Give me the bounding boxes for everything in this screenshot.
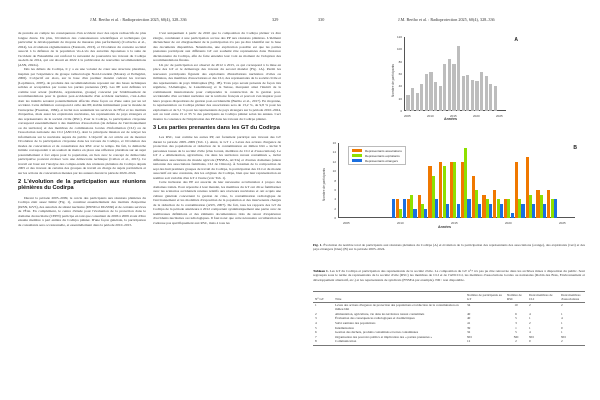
bar-etrangers — [554, 199, 557, 218]
table-cell: 4 — [529, 330, 531, 335]
table-row — [313, 339, 585, 345]
paragraph: Un pic de participation est observé de 2012 à 2015, ce qui correspond à la mise en place des GT et le démarrage des travaux du second mandat (Fig. 1A). Parmi les nouveaux participants figurent des exploitants d'installations nucléaires civiles ou militaires, des membres d'associations et des CLI, des représentants de la société civile et des représentants de pays limitrophes (Fig. 1B). Trois pays seront présents de façon très régulière, l'Allemagne, le Luxembourg et la Suisse, marquant ainsi l'intérêt de la communauté internationale pour comprendre la construction de la gestion post-accidentelle d'un accident nucléaire sur le territoire français et pouvoir s'en inspirer pour leurs propres dispositions de gestion post-accidentelle (Bertho et al., 2017). En moyenne, la représentation au Codirpa plénier des associations sera de 13,2 %, de 9,8 % pour les exploitants et de 5,1 % pour les représentants de pays étrangers sur la période 2010–2024, soit au total entre 15 et 35 % des participants au Codirpa plénier selon les années. Ceci montre la constance de l'implication des PP dans les travaux du Codirpa plénier. — [153, 62, 281, 121]
paragraph: Les RSC, tout comme les autres PP, ont fortement participé aux travaux des GT durant la période 2005–2009 (Tab. 1). Ainsi, le GT 1 « Levée des actions d'urgence de protection des populations et réduction de la contamination en milieu bâti » inclut 9 personnes issues de la société civile (élus locaux, membres de CLI et d'associations). Le GT 2 « Alimentation, agriculture, vie dans les territoires ruraux contaminés », inclut différentes associations du monde agricole (FNSEA, ACTA) et d'autres domaines (union nationale des associations familiales, CLI de Chinon). À l'examen de la composition de sept des huit premiers groupes de travail du Codirpa, la participation des CLI et du monde associatif est une constante, dès les origines du Codirpa, bien que leur représentation en nombre soit variable d'un GT à l'autre (voir Tab. 1). — [153, 135, 281, 180]
table-cell: 2 — [529, 303, 531, 308]
x-tick-label: 2010 — [397, 221, 404, 225]
left-column-2 — [153, 31, 281, 225]
table-cell: 0 — [527, 339, 559, 345]
y-tick-label: 100 — [396, 47, 402, 52]
table-cell: 1 — [315, 303, 317, 308]
bar — [480, 72, 483, 111]
bar-etrangers — [521, 204, 524, 218]
table-cell: Gestion des déchets, produits contaminés et terres contaminées — [335, 330, 419, 335]
left-column-1 — [18, 31, 146, 227]
bar — [434, 82, 437, 111]
figure-caption-text: Évolution du nombre total de participants aux réunions plénières du Codirpa (A) et évolution de la participation des représentants des associations (orange), des exploitants (vert) et des pays étrangers (bleu) (B) sur la période 2005–2024. — [313, 243, 585, 252]
page-number: 329 — [272, 17, 279, 22]
table-cell: 2 — [529, 321, 531, 326]
table-cell: 2 — [505, 339, 527, 345]
panel-label-a: A — [514, 37, 518, 43]
col-header: Nombre de RSC — [505, 292, 527, 303]
y-tick-label: 20 — [398, 96, 402, 101]
y-tick-label: 16 — [332, 141, 336, 145]
bar — [411, 88, 414, 111]
table-cell: 2 — [561, 303, 563, 308]
bar — [494, 86, 497, 111]
bar-etrangers — [424, 209, 427, 218]
table-caption-text: Les GT du Codirpa et participation des représentants de la société civile. La composition du GT n°7 n'a pas pu être retrouvée dans les archives mises à disposition du public. Sont regroupés sous le terme de représentants de la société civile (RSC) les membres de CLI et de l'ANCCLI, les membres d'associations locales ou nationales (Robin des Bois, Environnement et développement alternatif, etc.) et les représentants de syndicats (FNSEA par exemple). ND : non disponible. — [313, 269, 585, 282]
x-tick-label: 2005 — [404, 114, 411, 118]
x-axis-label: Années — [444, 117, 457, 121]
table-cell: 39 — [467, 325, 471, 330]
bar — [471, 80, 474, 111]
paragraph: Dès les débuts du Codirpa, il y a eu une volonté de créer une structure pluraliste, inspirée par l'expérience du groupe radioécologie Nord-Cotentin (Mourey et Pellegrini, 2006). L'objectif est alors, sur la base d'un premier mandat cadrant les travaux (Lepiliance, 2005), de produire des recommandations reposant sur des bases techniques solides et acceptables par toutes les parties prenantes (PP). Les PP sont définies ici comme tout acteur (individu, organisation, groupe) concerné par l'établissement de recommandations pour la gestion post-accidentelle d'un accident nucléaire, c'est-à-dire dont les intérêts seraient potentiellement affectés d'une façon ou d'une autre par un tel accident. Cette définition correspond à celle des PP, établie initialement pour le monde de l'entreprise (Freeman, 1984), et inclut non seulement les services de l'État et les instituts d'expertise, mais aussi les exploitants nucléaires, les représentants de pays étrangers et des représentants de la société civile (RSC). Pour le Codirpa, la participation citoyenne correspond essentiellement à des membres d'association (de défense de l'environnement ou du territoire) et des membres de commissions locales d'information (CLI) ou de l'association nationale des CLI (ANCCLI), dont la principale mission est de relayer les informations sur le nucléaire auprès du public. L'objectif de cet article est de montrer l'évolution de la participation citoyenne dans les travaux du Codirpa, et l'évolution des modes de concertation et de consultation des RSC avec le temps. De fait, la démarche initiale correspondait à un souhait de mettre en place une réflexion pluraliste sur un sujet potentiellement à fort enjeu pour la population, en lien avec le concept de démocratie participative pouvant évoluer vers une démocratie technique (Callon et al., 2015). Ce travail est basé sur l'analyse des compte-rendu des réunions plénières du Codirpa depuis 2005 et des travaux de certains des groupes de travail en charge de sujets particuliers et sur les actions de concertation menées par les auteurs durant la période 2020–2024. — [18, 67, 146, 175]
x-tick-label: 2015 — [451, 221, 458, 225]
table-cell: 1 — [515, 325, 517, 330]
bar-etrangers — [446, 204, 449, 218]
figure-caption-label: Fig. 1. — [313, 243, 323, 247]
swatch-orange — [352, 149, 362, 152]
running-header: J.M. Bertho et al. : Radioprotection 2025, 60(4), 328–336 — [398, 17, 495, 22]
table-cell: Alimentation, agriculture, vie dans les territoires ruraux contaminés — [335, 311, 425, 316]
bar — [429, 72, 432, 111]
bar-etrangers — [500, 204, 503, 218]
y-tick-label: 2 — [334, 206, 336, 211]
bar — [439, 86, 442, 111]
y-tick-label: 8 — [334, 178, 336, 183]
y-tick-label: 12 — [332, 159, 336, 164]
table-cell: 32 — [467, 330, 471, 335]
paragraph: de prendre en compte les conséquences d'un accident avec des rejets radioactifs de plus longue durée. De plus, l'évolution des connaissances scientifiques et techniques (en particulier le développement de moyens de mesures plus performants) (Corbacho et al., 2024), les évolutions réglementaires (Euratom, 2013), et l'évolution du contexte sociétal associé à la défiance de la population vis-à-vis des autorités Japonaises à la suite de l'accident de Fukushima ont renforcé la nécessité de poursuivre les travaux du Codirpa au-delà de 2014, qui ont abouti en 2022 à la publication de nouvelles recommandations (ASN, 2022a). — [18, 31, 146, 67]
col-header: Nombre de participants au GT — [465, 292, 505, 303]
bar — [448, 59, 451, 111]
table-cell: 1 — [529, 316, 531, 321]
col-header: N° GT — [313, 292, 333, 303]
y-tick-label: 0 — [400, 109, 402, 113]
table-cell: 6 — [515, 311, 517, 316]
table-cell: 0 — [561, 325, 563, 330]
y-tick-label: 0 — [334, 216, 336, 220]
x-tick-label: 2020 — [505, 221, 512, 225]
x-tick-label: 2015 — [450, 114, 457, 118]
y-tick-label: 40 — [398, 84, 402, 89]
bar — [416, 93, 419, 111]
legend-item-associations: Représentants associations — [352, 148, 402, 153]
paragraph: Durant la période 2005–2009, le cercle des participants aux réunions plénières du Codirpa était assez limité (Fig. 1), constitué essentiellement des instituts d'expertise (IRSN, InVS), des autorités de sûreté nucléaire (DSND et DGSNR) et de certains services de l'État. En complément, le centre d'étude pour l'évaluation de la protection dans le domaine du nucléaire (CEPN) participe en tant que consultant de 2006 à 2009 avant d'être ensuite membre à part entière du Codirpa plénier. D'une façon générale, la participation de consultants sera occasionnelle, et essentiellement dans la période 2010–2015. — [18, 195, 146, 227]
bar-etrangers — [457, 204, 460, 218]
table-cell: 2 — [559, 339, 585, 345]
bar-etrangers — [435, 199, 438, 218]
table-cell: 8 — [313, 339, 333, 345]
table-cell: 41 — [467, 321, 471, 326]
chart-a-total-participants — [391, 35, 518, 121]
y-axis — [404, 37, 405, 111]
x-axis-label: Années — [438, 225, 451, 229]
bar — [462, 76, 465, 111]
table-cell: 40 — [467, 311, 471, 316]
bar-etrangers — [543, 204, 546, 218]
table-cell: 12 — [465, 339, 505, 345]
y-tick-label: 14 — [332, 150, 336, 155]
page-number: 330 — [318, 17, 325, 22]
y-tick-label: 120 — [396, 35, 402, 39]
table-cell: ND — [513, 334, 519, 339]
y-axis-label: Nombre de participants — [391, 64, 395, 97]
table-cell: ND — [561, 334, 566, 339]
chart-b-stakeholder-participation — [322, 141, 577, 229]
table-cell: 5 — [315, 325, 317, 330]
table-caption — [313, 269, 585, 282]
table-cell: Évaluation des conséquences radiologiques et dosimétriques — [335, 316, 415, 321]
table-cell: 4 — [529, 311, 531, 316]
table-cell: 2 — [315, 311, 317, 316]
bar-etrangers — [489, 204, 492, 218]
y-tick-label: 4 — [334, 197, 336, 202]
bar — [425, 74, 428, 111]
col-header: Dont membres de CLI — [527, 292, 559, 303]
bar — [452, 64, 455, 111]
legend-item-etrangers: Représentants étrangers — [352, 158, 402, 163]
paragraph: C'est uniquement à partir de 2010 que la composition du Codirpa plénier va être élargie, conduisant à une participation accrue des PP aux réunions plénières. L'élément déclencheur de cet élargissement de la participation n'a pas pu être identifié sur la base des documents disponibles. Néanmoins, une explication possible est que les parties prenantes participant aux différents GT ont souhaité être représentées dans l'instance décisionnaire du Codirpa, afin de faire entendre leur voix au moment de l'adoption des recommandations finales. — [153, 31, 281, 62]
x-tick-label: 2025 — [496, 114, 503, 118]
x-tick-label: 2025 — [559, 221, 566, 225]
y-tick-label: 6 — [334, 187, 336, 192]
bar-etrangers — [392, 199, 395, 218]
bar — [443, 64, 446, 111]
section-heading-2: 2 L'évolution de la participation aux réunions plénières du Codirpa — [18, 179, 146, 192]
table-cell: 4 — [315, 321, 317, 326]
table-cell: 1 — [561, 311, 563, 316]
table-cell: ND — [467, 334, 472, 339]
table-body — [313, 303, 585, 346]
bar — [489, 84, 492, 111]
table-cell: 5 — [515, 316, 517, 321]
swatch-blue — [352, 159, 362, 162]
legend-item-exploitants: Représentants exploitants — [352, 153, 402, 158]
table-cell: 4 — [561, 316, 563, 321]
table-cell: ND — [529, 334, 534, 339]
table-cell: 1 — [529, 325, 531, 330]
table-cell: 3 — [315, 316, 317, 321]
table-cell: Indemnisation — [335, 325, 354, 330]
table-cell: 10 — [514, 303, 518, 308]
bar-etrangers — [511, 213, 514, 218]
x-tick-label: 2020 — [473, 114, 480, 118]
table-cell: 34 — [467, 303, 471, 308]
table-gt-participation — [313, 291, 585, 346]
table-cell: 5 — [515, 330, 517, 335]
table-cell: 1 — [561, 330, 563, 335]
col-header: Titre — [333, 292, 465, 303]
bar-etrangers — [532, 204, 535, 218]
bar-etrangers — [403, 199, 406, 218]
swatch-green — [352, 154, 362, 157]
chart-b-legend — [348, 146, 406, 165]
bar-etrangers — [478, 204, 481, 218]
bar-etrangers — [413, 209, 416, 218]
bar — [475, 81, 478, 111]
table-header-row — [313, 292, 585, 303]
table-cell: Suivi sanitaire des populations — [335, 321, 376, 326]
x-tick-label: 2010 — [427, 114, 434, 118]
panel-label-b: B — [573, 145, 577, 151]
y-axis — [338, 143, 339, 218]
x-tick-label: 2005 — [343, 221, 350, 225]
bar — [406, 95, 409, 111]
bar — [457, 46, 460, 111]
table-row — [313, 303, 585, 312]
table-cell: Organisation des pouvoirs publics et implication des « parties prenantes » — [335, 334, 433, 339]
table-cell: 7 — [315, 334, 317, 339]
table-cell: Communication — [333, 339, 465, 345]
table-cell: 3 — [515, 321, 517, 326]
col-header: Dont membres d'associations — [559, 292, 585, 303]
y-tick-label: 10 — [332, 169, 336, 174]
bar — [420, 84, 423, 111]
y-tick-label: 60 — [398, 72, 402, 76]
table-cell: Levée des actions d'urgence de protection des populations et réduction de la contamination en milieu bâti — [335, 303, 459, 312]
y-axis-label: Nombre de participants — [322, 168, 326, 201]
table-cell: 1 — [561, 321, 563, 326]
section-heading-3: 3 Les parties prenantes dans les GT du Codirpa — [153, 125, 280, 131]
bar — [485, 76, 488, 111]
y-tick-label: 80 — [398, 59, 402, 64]
table-caption-label: Tableau 1. — [313, 269, 329, 273]
bar — [466, 75, 469, 111]
figure-caption — [313, 243, 585, 252]
running-header: J.M. Bertho et al. : Radioprotection 2025, 60(4), 328–336 — [90, 17, 187, 22]
table-cell: 40 — [467, 316, 471, 321]
table-cell: 6 — [315, 330, 317, 335]
bar-etrangers — [467, 199, 470, 218]
paragraph: Cette inclusion des PP est assortie de leur nécessaire acculturation à propos des domaines traités. Pour répondre à leur mandat, les membres du GT ont dû se familiariser avec les scénarios accidentels retenus relatifs aux réacteurs nucléaires et ont acquis une culture générale concernant la gestion de crise, la contamination radiologique de l'environnement et les modalités d'exposition de la population et des intervenants chargés de la réduction de la contamination (ASN, 2007). De fait, tous les rapports des GT du Codirpa de la période antérieure à 2012 comportent systématiquement une partie avec de nombreuses définitions et des éléments documentaires tirés du retour d'expérience d'accidents nucléaires ou radiologiques. Il faut noter que cette nécessaire acculturation ne s'adresse pas spécifiquement aux RSC, mais à tous les — [153, 180, 281, 225]
